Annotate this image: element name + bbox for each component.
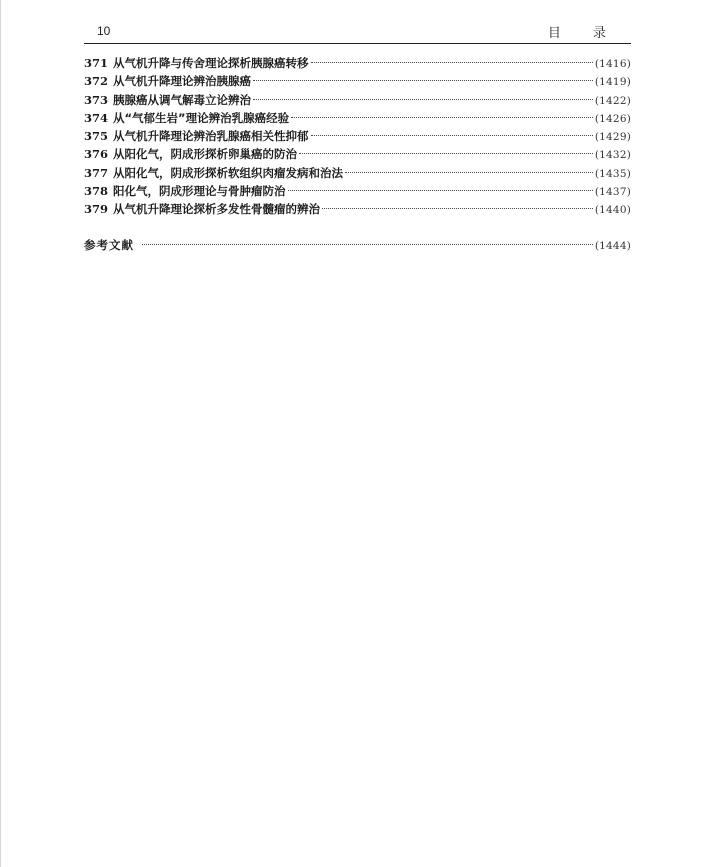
toc-entry-title: 胰腺癌从调气解毒立论辨治 bbox=[113, 92, 251, 107]
toc-entry[interactable] bbox=[84, 127, 631, 145]
dot-leader bbox=[142, 244, 593, 245]
toc-entry[interactable] bbox=[84, 72, 631, 90]
toc-entry-page: (1429) bbox=[594, 131, 631, 144]
page-number: 10 bbox=[97, 24, 111, 38]
dot-leader bbox=[322, 208, 593, 209]
toc-entry-number: 373 bbox=[84, 92, 109, 107]
dot-leader bbox=[291, 117, 593, 118]
toc-entry[interactable] bbox=[84, 54, 631, 72]
toc-entry-number: 377 bbox=[84, 165, 109, 180]
toc-entry-title: 从气机升降理论辨治乳腺癌相关性抑郁 bbox=[113, 129, 309, 144]
toc-entry-number: 374 bbox=[84, 110, 109, 125]
toc-entry-number: 371 bbox=[84, 56, 109, 70]
toc-entry-title: 从气机升降理论辨治胰腺癌 bbox=[113, 74, 251, 89]
toc-entry[interactable] bbox=[84, 91, 631, 109]
toc-entry-title: 从阳化气，阴成形探析软组织肉瘤发病和治法 bbox=[113, 165, 343, 180]
toc-entry-number: 376 bbox=[84, 147, 109, 162]
dot-leader bbox=[345, 172, 593, 173]
toc-entry-number: 375 bbox=[84, 129, 109, 144]
dot-leader bbox=[311, 62, 593, 63]
toc-entry-title: 从气机升降理论探析多发性骨髓瘤的辨治 bbox=[113, 202, 320, 217]
toc-entry-page: (1432) bbox=[594, 149, 631, 162]
toc-entry-title: 从阳化气，阴成形探析卵巢癌的防治 bbox=[113, 147, 297, 162]
dot-leader bbox=[253, 99, 593, 100]
toc-entry-page: (1426) bbox=[594, 112, 631, 125]
dot-leader bbox=[311, 135, 593, 136]
toc-entry[interactable] bbox=[84, 145, 631, 163]
toc-entry-page: (1440) bbox=[594, 204, 631, 217]
page-edge bbox=[0, 0, 1, 867]
toc-entry-title: 从“气郁生岩”理论辨治乳腺癌经验 bbox=[113, 110, 290, 125]
toc-entry[interactable] bbox=[84, 200, 631, 218]
references-page: (1444) bbox=[594, 240, 631, 252]
dot-leader bbox=[288, 190, 593, 191]
toc-entry-title: 阳化气，阴成形理论与骨肿瘤防治 bbox=[113, 184, 286, 199]
toc-entry-number: 372 bbox=[84, 74, 109, 89]
toc-entry-number: 379 bbox=[84, 202, 109, 217]
toc-entry-page: (1419) bbox=[594, 76, 631, 89]
toc-entry[interactable] bbox=[84, 182, 631, 200]
dot-leader bbox=[253, 80, 593, 81]
toc-references-entry[interactable] bbox=[84, 236, 631, 254]
toc-entry-page: (1435) bbox=[594, 167, 631, 180]
toc-entry-page: (1422) bbox=[594, 94, 631, 107]
toc-entry[interactable] bbox=[84, 109, 631, 127]
header-rule bbox=[84, 43, 631, 44]
references-title: 参考文献 bbox=[84, 238, 134, 252]
toc-entry-page: (1416) bbox=[594, 58, 631, 70]
page-header bbox=[0, 0, 714, 44]
toc-entry-number: 378 bbox=[84, 184, 109, 199]
dot-leader bbox=[299, 153, 593, 154]
toc-entry[interactable] bbox=[84, 164, 631, 182]
table-of-contents bbox=[84, 54, 631, 219]
toc-entry-title: 从气机升降与传舍理论探析胰腺癌转移 bbox=[113, 56, 309, 70]
section-title: 目 录 bbox=[547, 26, 620, 41]
toc-entry-page: (1437) bbox=[594, 186, 631, 199]
